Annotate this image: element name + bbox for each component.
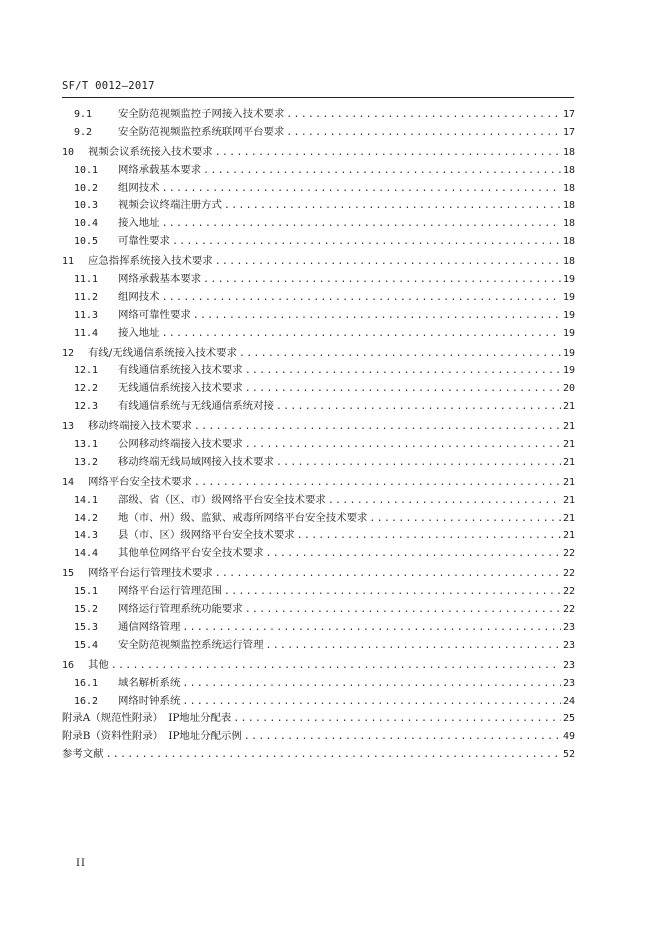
toc-entry-number: 10.1 (74, 164, 99, 176)
toc-entry-title: 接入地址 (118, 326, 160, 339)
toc-entry[interactable] (62, 637, 575, 655)
toc-entry-page: 52 (562, 749, 575, 761)
toc-entry-page: 25 (562, 713, 575, 725)
toc-entry[interactable] (62, 197, 575, 215)
toc-entry-title: 无线通信系统接入技术要求 (118, 382, 243, 395)
toc-entry[interactable] (62, 619, 575, 637)
toc-entry-page: 21 (562, 401, 575, 413)
toc-entry[interactable] (62, 106, 575, 124)
toc-entry[interactable] (62, 710, 575, 728)
dot-leader (193, 307, 561, 325)
toc-entry[interactable] (62, 325, 575, 343)
toc-entry-title: 网络可靠性要求 (118, 308, 191, 321)
toc-entry-page: 17 (562, 126, 575, 138)
dot-leader (245, 362, 561, 380)
toc-entry-title: 可靠性要求 (118, 235, 170, 248)
toc-entry-number: 12.2 (74, 383, 99, 395)
toc-entry-page: 24 (562, 695, 575, 707)
dot-leader (182, 693, 561, 711)
toc-entry[interactable] (62, 693, 575, 711)
document-code: SF/T 0012—2017 (62, 80, 155, 92)
toc-entry-title: 其他 (88, 658, 109, 671)
dot-leader (203, 271, 561, 289)
toc-entry[interactable] (62, 271, 575, 289)
dot-leader (111, 657, 561, 675)
toc-entry[interactable] (62, 545, 575, 563)
toc-entry-title: 网络时钟系统 (118, 694, 181, 707)
toc-entry-number: 9.1 (74, 109, 93, 120)
toc-entry[interactable] (62, 418, 575, 436)
toc-entry-number: 13.1 (74, 439, 99, 451)
toc-entry-page: 19 (562, 274, 575, 286)
toc-entry-number: 14.3 (74, 530, 99, 542)
toc-entry-page: 21 (562, 456, 575, 468)
toc-entry-number: 16 (62, 659, 75, 671)
header-divider (62, 97, 574, 98)
toc-entry-page: 19 (562, 327, 575, 339)
dot-leader (286, 124, 561, 142)
toc-entry-number: 10 (62, 146, 75, 158)
dot-leader (172, 233, 561, 251)
toc-entry[interactable] (62, 162, 575, 180)
toc-entry-page: 18 (562, 164, 575, 176)
toc-entry-title: 安全防范视频监控子网接入技术要求 (118, 108, 285, 120)
dot-leader (194, 474, 561, 492)
toc-entry-number: 14.4 (74, 548, 99, 560)
toc-entry-title: 其他单位网络平台安全技术要求 (118, 547, 264, 560)
dot-leader (286, 106, 561, 124)
dot-leader (276, 398, 561, 416)
toc-entry[interactable] (62, 728, 575, 746)
toc-entry-number: 16.2 (74, 695, 99, 707)
toc-entry[interactable] (62, 746, 575, 764)
toc-entry-title: 有线通信系统接入技术要求 (118, 364, 243, 377)
dot-leader (215, 253, 561, 271)
toc-entry-page: 19 (562, 365, 575, 377)
toc-entry[interactable] (62, 474, 575, 492)
dot-leader (245, 380, 561, 398)
toc-entry-number: 14 (62, 476, 75, 488)
toc-entry-page: 19 (562, 291, 575, 303)
dot-leader (265, 545, 560, 563)
dot-leader (245, 436, 561, 454)
dot-leader (224, 197, 561, 215)
table-of-contents (62, 106, 575, 764)
toc-entry-title: 县（市、区）级网络平台安全技术要求 (118, 529, 295, 542)
toc-entry-page: 18 (562, 236, 575, 248)
toc-entry-title: 视频会议系统接入技术要求 (88, 145, 213, 158)
toc-entry-title: 网络平台运行管理范围 (118, 585, 222, 598)
toc-entry-number: 15.4 (74, 639, 99, 651)
toc-entry-page: 20 (562, 383, 575, 395)
toc-entry[interactable] (62, 565, 575, 583)
dot-leader (162, 289, 561, 307)
toc-entry-title: 安全防范视频监控系统运行管理 (118, 638, 264, 651)
toc-entry-page: 18 (562, 200, 575, 212)
toc-entry-page: 21 (562, 494, 575, 506)
toc-entry-page: 22 (562, 548, 575, 560)
toc-entry-title: 公网移动终端接入技术要求 (118, 438, 243, 451)
toc-entry-title: 有线通信系统与无线通信系统对接 (118, 400, 274, 413)
toc-entry-number: 11 (62, 256, 75, 268)
toc-entry[interactable] (62, 583, 575, 601)
toc-entry-title: 有线/无线通信系统接入技术要求 (88, 346, 237, 359)
dot-leader (328, 492, 561, 510)
toc-entry-title: 安全防范视频监控系统联网平台要求 (118, 125, 285, 138)
toc-entry-number: 15.1 (74, 586, 99, 598)
toc-entry-page: 18 (562, 146, 575, 158)
toc-entry[interactable] (62, 398, 575, 416)
dot-leader (245, 601, 561, 619)
toc-entry-title: 网络承载基本要求 (118, 273, 202, 286)
toc-entry-number: 15.2 (74, 604, 99, 616)
toc-entry[interactable] (62, 436, 575, 454)
dot-leader (162, 325, 561, 343)
toc-entry-page: 21 (562, 530, 575, 542)
toc-entry[interactable] (62, 289, 575, 307)
toc-entry-page: 23 (562, 621, 575, 633)
toc-entry[interactable] (62, 253, 575, 271)
toc-entry-page: 18 (562, 182, 575, 194)
toc-entry[interactable] (62, 345, 575, 363)
toc-entry[interactable] (62, 144, 575, 162)
toc-entry-title: 部级、省（区、市）级网络平台安全技术要求 (118, 493, 326, 506)
dot-leader (224, 583, 561, 601)
toc-entry[interactable] (62, 657, 575, 675)
toc-entry-page: 23 (562, 677, 575, 689)
toc-entry-number: 15.3 (74, 621, 99, 633)
toc-entry-number: 13 (62, 421, 75, 433)
toc-entry-number: 11.2 (74, 291, 99, 303)
toc-entry-number: 14.2 (74, 512, 99, 524)
toc-entry-number: 12 (62, 347, 75, 359)
toc-entry-page: 21 (562, 439, 575, 451)
toc-entry-number: 10.2 (74, 182, 99, 194)
dot-leader (244, 728, 561, 746)
toc-entry-page: 18 (562, 218, 575, 230)
dot-leader (162, 215, 561, 233)
toc-entry-page: 23 (562, 639, 575, 651)
toc-entry[interactable] (62, 492, 575, 510)
toc-entry-page: 19 (562, 347, 575, 359)
toc-entry[interactable] (62, 675, 575, 693)
toc-entry[interactable] (62, 307, 575, 325)
toc-entry[interactable] (62, 233, 575, 251)
toc-entry-number: 10.5 (74, 236, 99, 248)
toc-entry-title: 应急指挥系统接入技术要求 (88, 255, 213, 268)
toc-entry-title: 网络承载基本要求 (118, 163, 202, 176)
toc-entry[interactable] (62, 601, 575, 619)
toc-entry-title: 组网技术 (118, 181, 160, 194)
toc-entry-page: 49 (562, 731, 575, 743)
toc-entry-title: 网络平台运行管理技术要求 (88, 567, 213, 580)
toc-entry-number: 16.1 (74, 677, 99, 689)
toc-entry[interactable] (62, 124, 575, 142)
toc-entry-page: 21 (562, 476, 575, 488)
toc-entry-number: 14.1 (74, 494, 99, 506)
toc-entry-page: 22 (562, 586, 575, 598)
toc-entry-number: 9.2 (74, 126, 93, 138)
toc-entry[interactable] (62, 527, 575, 545)
dot-leader (276, 454, 561, 472)
dot-leader (182, 619, 561, 637)
dot-leader (239, 345, 561, 363)
toc-entry-title: 接入地址 (118, 217, 160, 230)
dot-leader (215, 565, 561, 583)
toc-entry-page: 23 (562, 659, 575, 671)
dot-leader (233, 710, 561, 728)
toc-entry-page: 21 (562, 512, 575, 524)
toc-entry[interactable] (62, 180, 575, 198)
toc-entry[interactable] (62, 215, 575, 233)
toc-entry-number: 12.3 (74, 401, 99, 413)
toc-entry-title: 网络平台安全技术要求 (88, 475, 192, 488)
toc-entry-number: 11.1 (74, 274, 99, 286)
toc-entry-page: 22 (562, 568, 575, 580)
toc-entry-title: 移动终端接入技术要求 (88, 420, 192, 433)
dot-leader (203, 162, 561, 180)
toc-entry[interactable] (62, 510, 575, 528)
toc-entry-title: 地（市、州）级、监狱、戒毒所网络平台安全技术要求 (118, 511, 368, 524)
toc-entry-number: 15 (62, 568, 75, 580)
dot-leader (297, 527, 561, 545)
toc-entry-title: 移动终端无线局域网接入技术要求 (118, 455, 274, 468)
dot-leader (106, 746, 561, 764)
dot-leader (162, 180, 561, 198)
toc-entry-number: 10.3 (74, 200, 99, 212)
toc-entry-number: 13.2 (74, 456, 99, 468)
toc-entry-title: 网络运行管理系统功能要求 (118, 603, 243, 616)
toc-entry-number: 11.4 (74, 327, 99, 339)
page-number: II (76, 858, 86, 869)
toc-entry-page: 17 (562, 109, 575, 120)
toc-entry-title: 参考文献 (62, 748, 104, 761)
toc-entry-number: 11.3 (74, 309, 99, 321)
toc-entry-title: 域名解析系统 (118, 676, 181, 689)
toc-entry-title: 视频会议终端注册方式 (118, 199, 222, 212)
toc-entry[interactable] (62, 362, 575, 380)
toc-entry-page: 19 (562, 309, 575, 321)
toc-entry-title: 附录B（资料性附录） IP地址分配示例 (62, 730, 242, 743)
toc-entry-page: 18 (562, 256, 575, 268)
toc-entry[interactable] (62, 454, 575, 472)
dot-leader (265, 637, 560, 655)
toc-entry-page: 22 (562, 604, 575, 616)
dot-leader (182, 675, 561, 693)
dot-leader (215, 144, 561, 162)
dot-leader (194, 418, 561, 436)
toc-entry-number: 10.4 (74, 218, 99, 230)
toc-entry-number: 12.1 (74, 365, 99, 377)
dot-leader (369, 510, 561, 528)
toc-entry-title: 通信网络管理 (118, 620, 181, 633)
toc-entry-title: 附录A（规范性附录） IP地址分配表 (62, 712, 232, 725)
toc-entry[interactable] (62, 380, 575, 398)
toc-entry-title: 组网技术 (118, 290, 160, 303)
toc-entry-page: 21 (562, 421, 575, 433)
